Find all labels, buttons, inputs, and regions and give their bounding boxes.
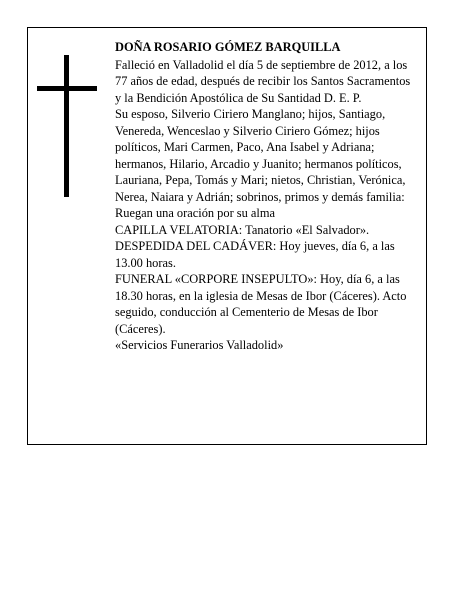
wake-chapel: CAPILLA VELATORIA: Tanatorio «El Salvador». — [115, 222, 370, 237]
cross-horizontal-bar — [37, 86, 97, 91]
family-list: Su esposo, Silverio Ciriero Manglano; hijos, Santiago, Venereda, Wenceslao y Silverio Ciriero Gómez; hijos políticos, Mari Carmen, Paco, Ana Isabel y Adriana; hermanos, Hilario, Arcadio y Juanito; hermanos políticos, Lauriana, Pepa, Tomás y Mari; nietos, Christian, Verónica, Nerea, Naiara y Adrián; sobrinos, primos y demás familia: — [115, 107, 406, 204]
farewell-details: DESPEDIDA DEL CADÁVER: Hoy jueves, día 6, a las 13.00 horas. — [115, 239, 395, 270]
death-announcement: Falleció en Valladolid el día 5 de septiembre de 2012, a los 77 años de edad, después de recibir los Santos Sacramentos y la Bendición Apostólica de Su Santidad D. E. P. — [115, 57, 411, 105]
cross-vertical-bar — [64, 55, 69, 197]
funeral-home: «Servicios Funerarios Valladolid» — [115, 338, 284, 352]
obituary-text — [115, 39, 418, 354]
funeral-details: FUNERAL «CORPORE INSEPULTO»: Hoy, día 6, a las 18.30 horas, en la iglesia de Mesas de Ibor (Cáceres). Acto seguido, conducción al Cementerio de Mesas de Ibor (Cáceres). — [115, 272, 407, 336]
deceased-name: DOÑA ROSARIO GÓMEZ BARQUILLA — [115, 40, 341, 54]
prayer-request: Ruegan una oración por su alma — [115, 206, 275, 220]
